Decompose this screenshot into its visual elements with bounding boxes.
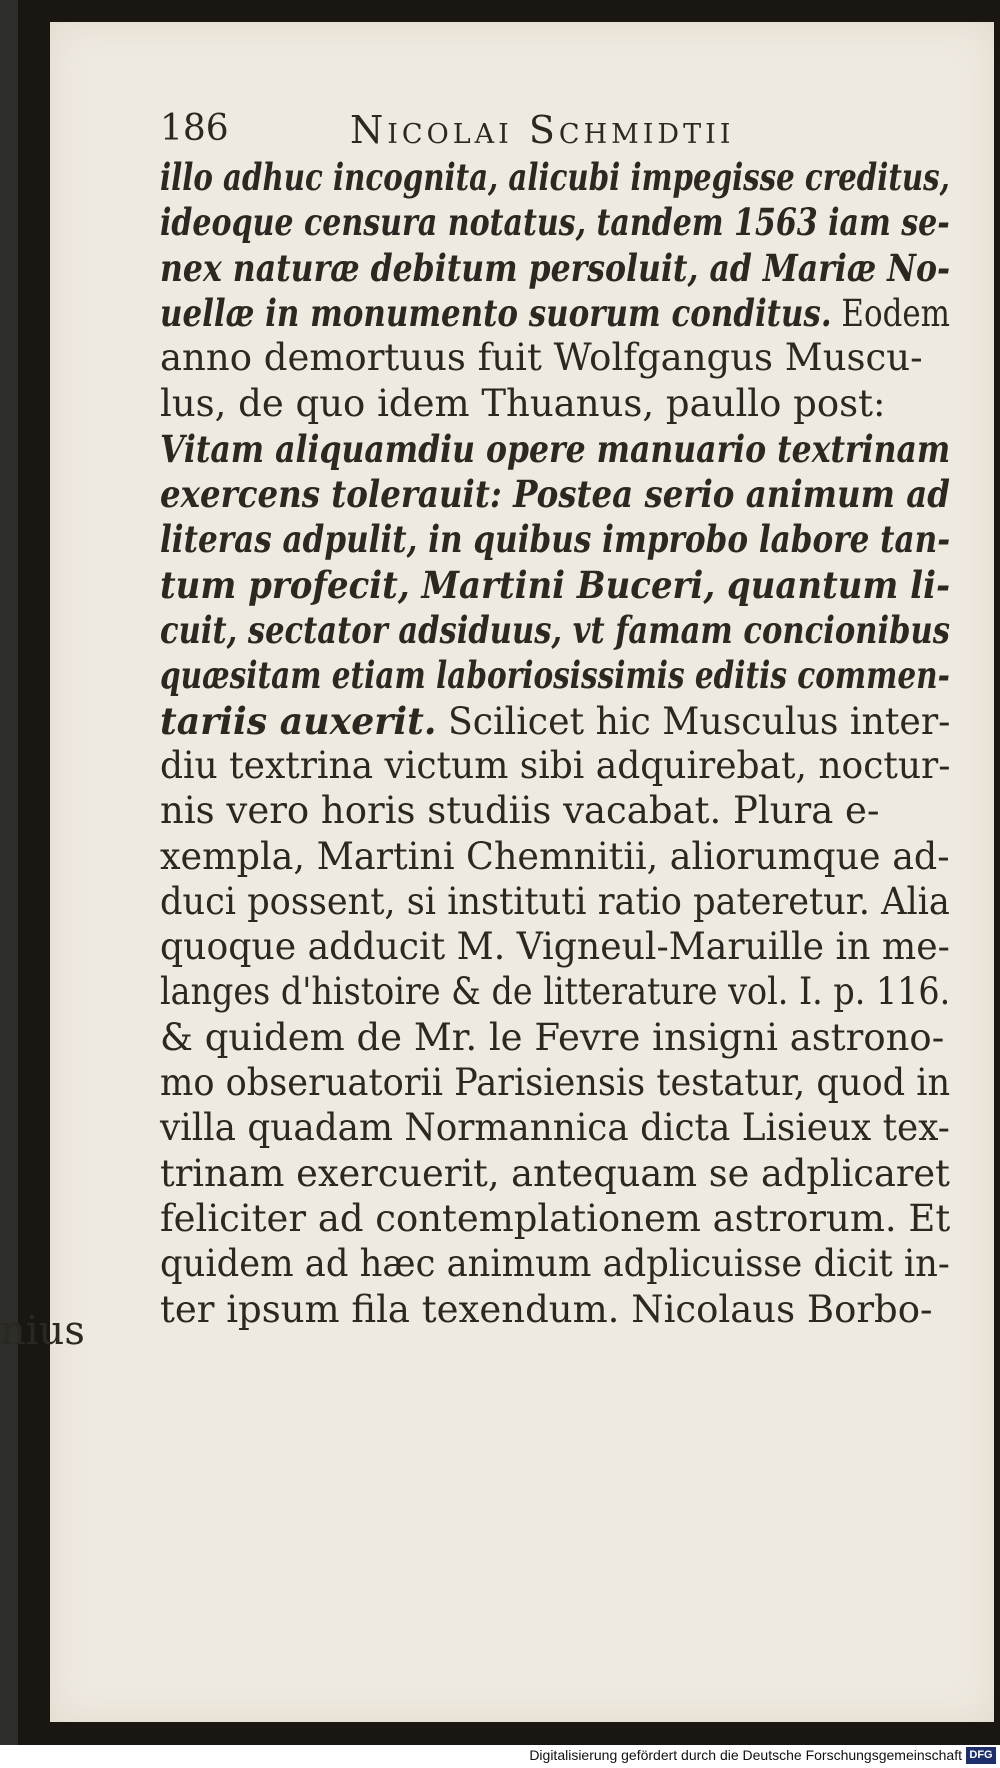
- roman-text: trinam exercuerit, antequam se adplicaret: [160, 1151, 950, 1195]
- text-line: [160, 835, 950, 878]
- text-line: [160, 1152, 950, 1195]
- text-line: [160, 563, 950, 607]
- roman-text: nis vero horis studiis vacabat. Plura e-: [160, 789, 880, 833]
- roman-text: villa quadam Normannica dicta Lisieux tex-: [160, 1106, 950, 1150]
- italic-text: tariis auxerit.: [160, 698, 437, 743]
- text-line: [160, 744, 950, 787]
- italic-text: nex naturæ debitum persoluit, ad Mariæ No-: [160, 245, 951, 290]
- roman-text: xempla, Martini Chemnitii, aliorumque ad-: [160, 834, 950, 878]
- text-line: [160, 291, 950, 335]
- roman-text: Eodem: [831, 291, 950, 335]
- italic-text: ideoque censura notatus, tandem 1563 iam se-: [160, 200, 950, 245]
- italic-text: exercens tolerauit: Postea serio animum ad: [160, 472, 950, 517]
- binding-edge: [0, 0, 18, 1745]
- roman-text: quoque adducit M. Vigneul-Maruille in me-: [160, 925, 950, 969]
- roman-text: & quidem de Mr. le Fevre insigni astrono-: [160, 1015, 945, 1059]
- text-line: [160, 1061, 950, 1104]
- italic-text: illo adhuc incognita, alicubi impegisse creditus,: [160, 155, 950, 199]
- text-line: [160, 246, 950, 290]
- footer-bar: [0, 1745, 1000, 1768]
- roman-text: Scilicet hic Musculus inter-: [436, 699, 951, 743]
- italic-text: tum profecit, Martini Buceri, quantum li-: [160, 562, 951, 607]
- roman-text: duci possent, si instituti ratio pateretur. Alia: [160, 879, 950, 923]
- roman-text: lus, de quo idem Thuanus, paullo post:: [160, 381, 886, 425]
- roman-text: mo obseruatorii Parisiensis testatur, quod in: [160, 1061, 951, 1104]
- text-line: [160, 1106, 950, 1149]
- text-line: [160, 427, 950, 471]
- text-line: [160, 880, 950, 923]
- text-line: [160, 517, 950, 561]
- page-header: [160, 108, 956, 160]
- text-line: [160, 789, 879, 832]
- italic-text: quæsitam etiam laboriosissimis editis commen-: [160, 653, 950, 698]
- roman-text: diu textrina victum sibi adquirebat, noctur-: [160, 743, 951, 787]
- page-number: 186: [160, 108, 229, 149]
- text-line: [160, 653, 950, 697]
- text-line: [160, 155, 950, 199]
- text-line: [160, 608, 950, 652]
- roman-text: feliciter ad contemplationem astrorum. Et: [160, 1196, 951, 1240]
- text-line: [160, 1197, 950, 1240]
- text-line: [160, 699, 950, 743]
- italic-text: cuit, sectator adsiduus, vt famam concionibus: [160, 608, 950, 652]
- text-line: [160, 1242, 950, 1285]
- dfg-logo: DFG: [966, 1747, 996, 1764]
- roman-text: anno demortuus fuit Wolfgangus Muscu-: [160, 336, 923, 380]
- italic-text: uellæ in monumento suorum conditus.: [160, 290, 832, 335]
- italic-text: Vitam aliquamdiu opere manuario textrinam: [160, 426, 951, 471]
- text-line: [160, 382, 885, 425]
- catchword: nius: [0, 1308, 85, 1354]
- digitization-credit: Digitalisierung gefördert durch die Deutsche Forschungsgemeinschaft: [529, 1747, 962, 1763]
- running-head: Nicolai Schmidtii: [350, 108, 735, 152]
- italic-text: literas adpulit, in quibus improbo labore tan-: [160, 517, 951, 562]
- text-line: [160, 925, 950, 968]
- roman-text: quidem ad hæc animum adplicuisse dicit in-: [160, 1242, 950, 1286]
- text-line: [160, 970, 950, 1013]
- text-line: [160, 336, 923, 379]
- roman-text: langes d'histoire & de litterature vol. I. p. 116.: [160, 970, 951, 1014]
- text-line: [160, 1016, 944, 1059]
- text-line: [160, 472, 950, 516]
- text-line: [160, 200, 950, 244]
- roman-text: ter ipsum fila texendum. Nicolaus Borbo-: [160, 1287, 933, 1331]
